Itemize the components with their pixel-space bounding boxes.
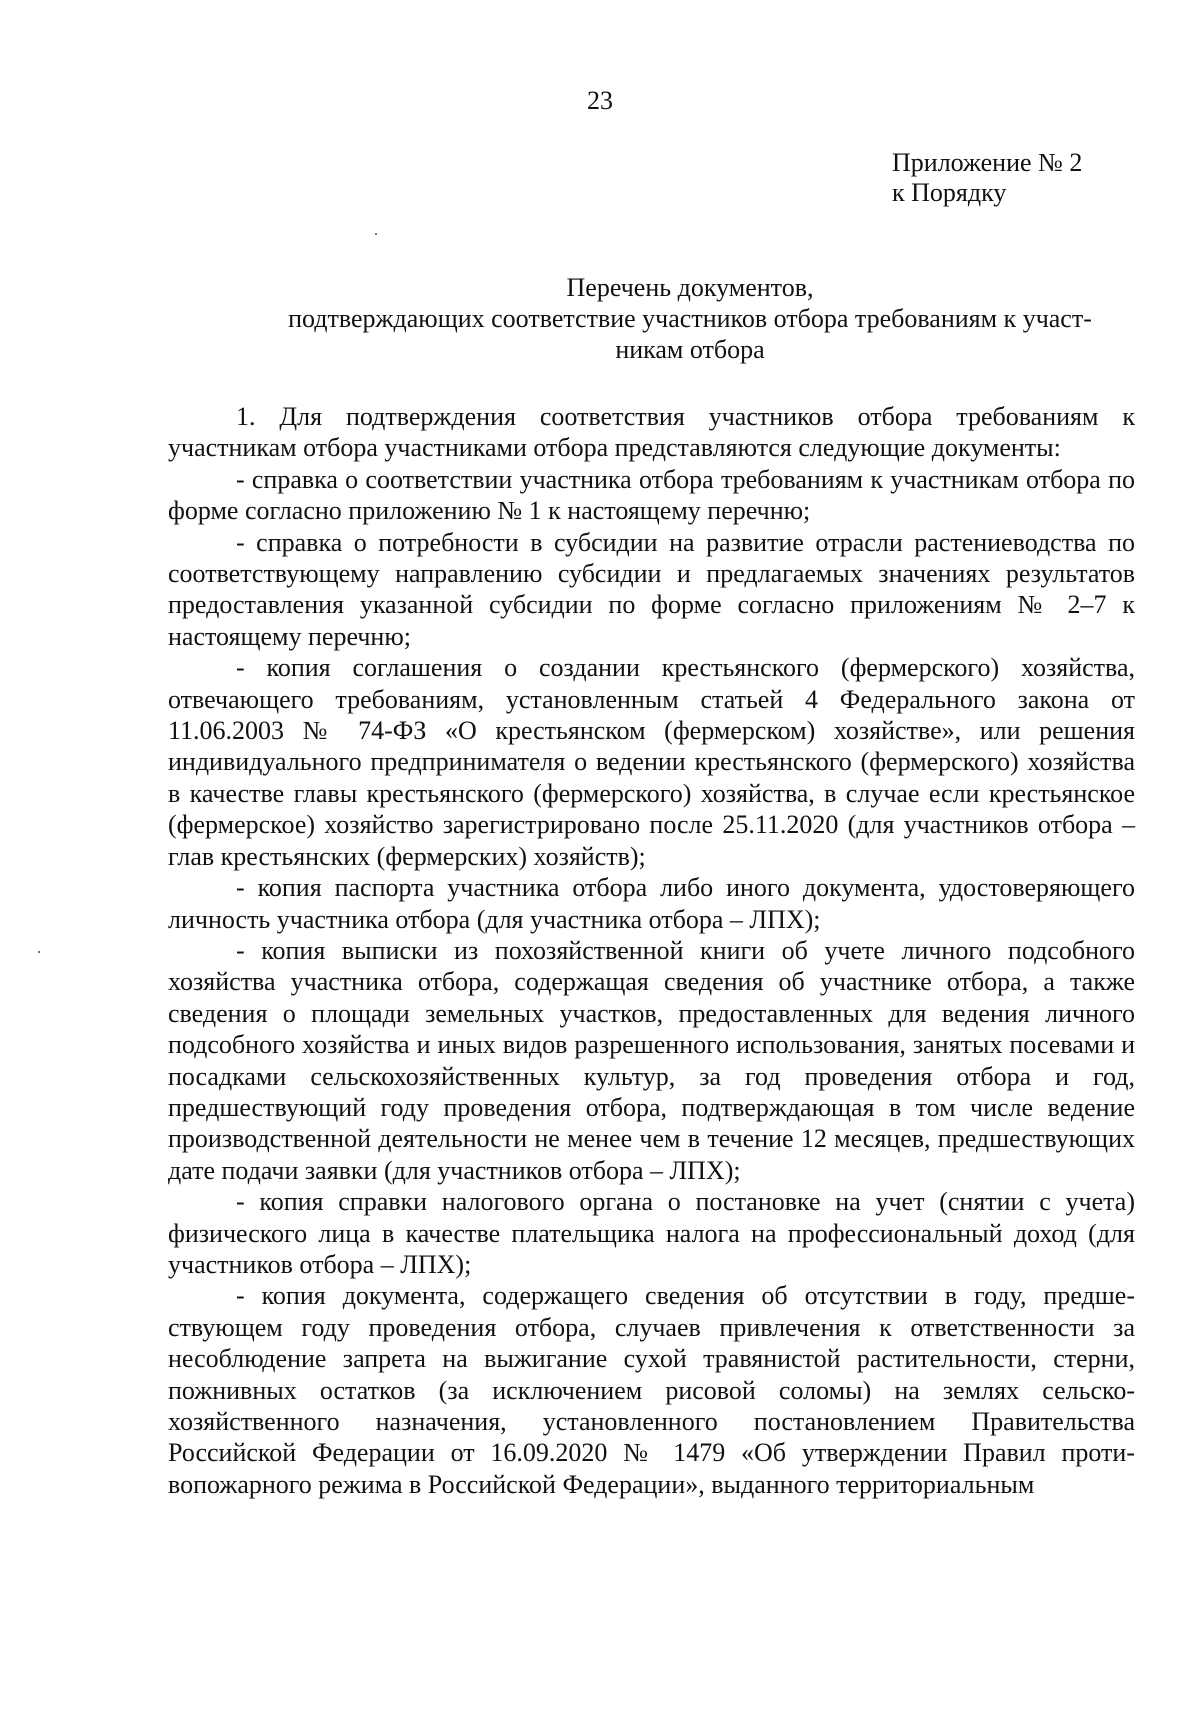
appendix-line-2: к Порядку [892, 178, 1007, 207]
scan-speck [38, 951, 40, 953]
paragraph-7: - копия справки налогового органа о постановке на учет (снятии с учета) физического лица в качестве плательщика налога на профессиональный доход (для участников отбора – ЛПХ); [168, 1187, 1135, 1279]
appendix-line-1: Приложение № 2 [892, 148, 1083, 177]
paragraph-3: - справка о потребности в субсидии на развитие отрасли растениеводства по соответствующему направлению субсидии и предлагаемых значениях результатов предоставления указанной субсидии по форме согласно приложениям № 2–7 к настоящему перечню; [168, 527, 1135, 651]
paragraph-6: - копия выписки из похозяйственной книги об учете личного подсобного хозяйства участника отбора, содержащая сведения об участнике отбора, а также сведения о площади земельных участков, предоставленных для ведения личного подсобного хозяйства и иных видов разрешенного использования, занятых посевами и посадками сельскохозяйственных культур, за год проведения отбора и год, предшествующий году проведения отбора, подтверждающая в том числе ведение производственной деятельности не менее чем в течение 12 месяцев, предшествующих дате подачи заявки (для участников отбора – ЛПХ); [168, 935, 1135, 1185]
title-line-3: никам отбора [615, 335, 765, 364]
paragraph-4: - копия соглашения о создании крестьянского (фермерского) хозяйства, отвечающего требованиям, установленным статьей 4 Федерального закона от 11.06.2003 № 74-ФЗ «О крестьянском (фермерском) хозяйстве», или решения индивидуального предпринимателя о ведении крестьянского (фермерского) хозяйства в качестве главы крестьянского (фермерского) хозяйства, в случае если крестьянское (фермерское) хозяйство зарегистрировано после 25.11.2020 (для участников отбора – глав крестьянских (фермерских) хозяйств); [168, 653, 1135, 871]
paragraph-8: - копия документа, содержащего сведения об отсутствии в году, предшествующем году проведения отбора, случаев привлечения к ответственности за несоблюдение запрета на выжигание сухой травянистой растительности, стерни, пожнивных остатков (за исключением рисовой соломы) на землях сельскохозяйственного назначения, установленного постановлением Правительства Российской Федерации от 16.09.2020 № 1479 «Об утверждении Правил противопожарного режима в Российской Федерации», выданного территориальным [168, 1281, 1135, 1499]
paragraph-2: - справка о соответствии участника отбора требованиям к участникам отбора по форме согласно приложению № 1 к настоящему перечню; [168, 464, 1135, 526]
document-body [168, 401, 1135, 1500]
scan-speck [375, 233, 377, 235]
paragraph-5: - копия паспорта участника отбора либо иного документа, удостоверяющего личность участника отбора (для участника отбора – ЛПХ); [168, 873, 1135, 934]
title-line-2: подтверждающих соответствие участников отбора требованиям к участ- [288, 304, 1092, 333]
title-line-1: Перечень документов, [566, 273, 814, 302]
appendix-reference [892, 148, 1082, 208]
page-number: 23 [587, 86, 613, 115]
paragraph-1: 1. Для подтверждения соответствия участников отбора требованиям к участникам отбора участниками отбора представляются следующие документы: [168, 402, 1135, 463]
document-title [245, 272, 1135, 365]
